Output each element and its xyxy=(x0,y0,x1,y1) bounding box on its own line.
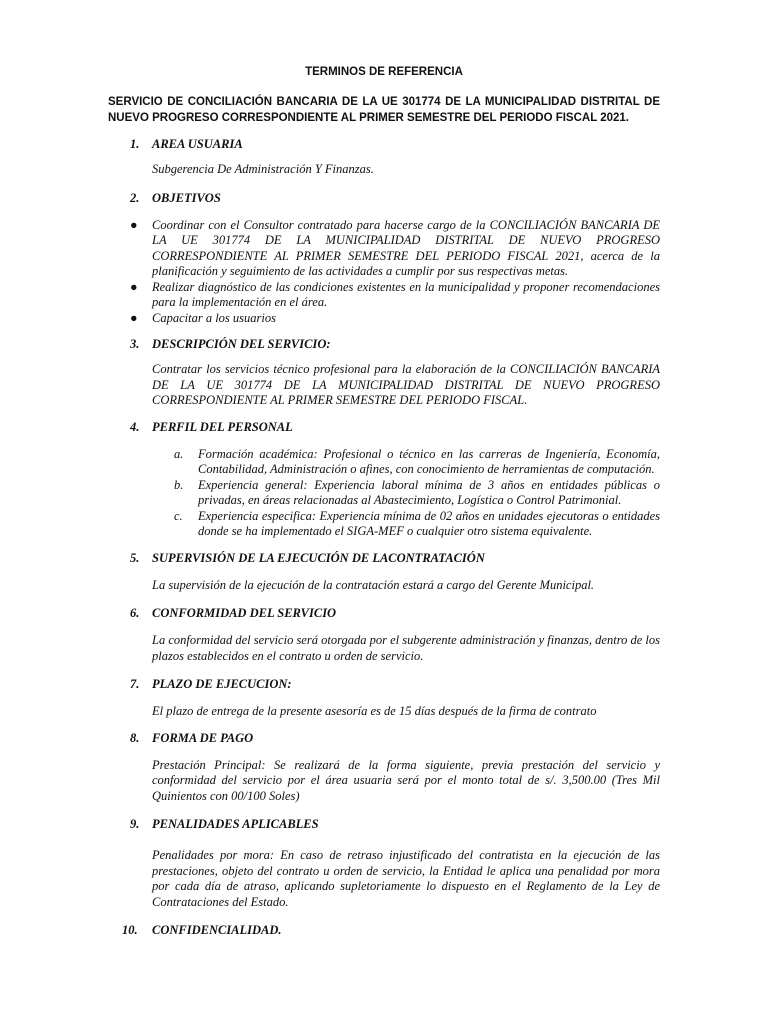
section-title: DESCRIPCIÓN DEL SERVICIO: xyxy=(152,337,331,351)
bullet-icon: ● xyxy=(130,279,138,294)
section-text: Subgerencia De Administración Y Finanzas. xyxy=(152,162,374,176)
section-forma-de-pago xyxy=(108,730,660,805)
section-heading xyxy=(130,136,660,152)
objectives-list xyxy=(108,218,660,327)
section-heading xyxy=(122,922,660,938)
profile-list xyxy=(108,447,660,540)
section-number: 10. xyxy=(122,923,138,937)
list-item xyxy=(108,280,660,311)
section-title: PENALIDADES APLICABLES xyxy=(152,817,319,831)
section-title: FORMA DE PAGO xyxy=(152,730,254,745)
list-item-text: Capacitar a los usuarios xyxy=(152,310,276,325)
section-title: SUPERVISIÓN DE LA EJECUCIÓN DE LACONTRATACIÓN xyxy=(152,550,485,565)
list-item xyxy=(108,447,660,478)
list-item-text: Experiencia general: Experiencia laboral mínima de 3 años en entidades públicas o privadas, en áreas relacionadas al Abastecimiento, Logística o Control Patrimonial. xyxy=(198,477,660,507)
section-heading xyxy=(130,550,660,566)
section-title: CONFORMIDAD DEL SERVICIO xyxy=(152,606,337,620)
section-heading xyxy=(130,816,660,832)
section-number: 5. xyxy=(130,550,140,565)
section-text: Penalidades por mora: En caso de retraso injustificado del contratista en la ejecución de las prestaciones, objeto del contrato u orden de servicio, la Entidad le aplica una penalidad por mora por cada día de atraso, aplicando supletoriamente lo dispuesto en el Reglamento de la Ley de Contrataciones del Estado. xyxy=(152,848,660,909)
section-text: La supervisión de la ejecución de la contratación estará a cargo del Gerente Municipal. xyxy=(152,577,595,592)
section-number: 1. xyxy=(130,137,140,151)
bullet-icon: ● xyxy=(130,217,138,232)
section-text: Contratar los servicios técnico profesional para la elaboración de la CONCILIACIÓN BANCARIA DE LA UE 301774 DE LA MUNICIPALIDAD DISTRITAL DE NUEVO PROGRESO CORRESPONDIENTE AL PRIMER SEMESTRE DEL PERIODO FISCAL. xyxy=(152,362,660,407)
section-text: Prestación Principal: Se realizará de la forma siguiente, previa prestación del servicio y conformidad del servicio por el área usuaria será por el monto total de s/. 3,500.00 (Tres Mil Quinientos con 00/100 Soles) xyxy=(152,757,660,803)
section-number: 3. xyxy=(130,337,140,351)
section-title: AREA USUARIA xyxy=(152,137,243,151)
section-heading xyxy=(130,336,660,352)
section-number: 4. xyxy=(130,419,140,434)
section-number: 8. xyxy=(130,730,140,745)
list-item xyxy=(108,509,660,540)
section-conformidad xyxy=(108,605,660,664)
section-penalidades xyxy=(108,816,660,910)
section-text: La conformidad del servicio será otorgada por el subgerente administración y finanzas, dentro de los plazos establecidos en el contrato u orden de servicio. xyxy=(152,633,660,663)
list-item xyxy=(108,311,660,327)
section-heading xyxy=(130,676,660,692)
bullet-icon: ● xyxy=(130,310,138,325)
section-number: 6. xyxy=(130,606,140,620)
section-perfil xyxy=(108,419,660,540)
section-title: PERFIL DEL PERSONAL xyxy=(152,419,293,434)
section-number: 2. xyxy=(130,190,140,205)
section-number: 9. xyxy=(130,817,140,831)
document-title: TERMINOS DE REFERENCIA xyxy=(305,66,463,78)
section-heading xyxy=(130,605,660,621)
list-item-text: Coordinar con el Consultor contratado para hacerse cargo de la CONCILIACIÓN BANCARIA DE LA UE 301774 DE LA MUNICIPALIDAD DISTRITAL DE NUEVO PROGRESO CORRESPONDIENTE AL PRIMER SEMESTRE DEL PERIODO FISCAL 2021, acerca de la planificación y seguimiento de las actividades a cumplir por sus respectivas metas. xyxy=(152,217,660,278)
section-objetivos xyxy=(108,190,660,327)
section-descripcion xyxy=(108,336,660,409)
list-item-marker: c. xyxy=(174,508,183,523)
section-heading xyxy=(130,730,660,746)
section-plazo xyxy=(108,676,660,720)
section-supervision xyxy=(108,550,660,594)
section-heading xyxy=(130,190,660,206)
list-item-text: Formación académica: Profesional o técnico en las carreras de Ingeniería, Economía, Contabilidad, Administración o afines, con conocimiento de herramientas de computación. xyxy=(198,446,660,476)
list-item xyxy=(108,218,660,280)
section-heading xyxy=(130,419,660,435)
section-text: El plazo de entrega de la presente asesoría es de 15 días después de la firma de contrato xyxy=(152,704,597,718)
list-item-text: Realizar diagnóstico de las condiciones existentes en la municipalidad y proponer recomendaciones para la implementación en el área. xyxy=(152,279,660,309)
section-confidencialidad xyxy=(108,922,660,938)
section-title: PLAZO DE EJECUCION: xyxy=(152,677,292,691)
section-number: 7. xyxy=(130,677,140,691)
list-item xyxy=(108,478,660,509)
list-item-marker: b. xyxy=(174,477,184,492)
section-area-usuaria xyxy=(108,136,660,178)
list-item-text: Experiencia especifica: Experiencia mínima de 02 años en unidades ejecutoras o entidades donde se ha implementado el SIGA-MEF o cualquier otro sistema equivalente. xyxy=(198,508,660,538)
list-item-marker: a. xyxy=(174,446,184,461)
section-title: CONFIDENCIALIDAD. xyxy=(152,923,282,937)
section-title: OBJETIVOS xyxy=(152,190,221,205)
document-subject: SERVICIO DE CONCILIACIÓN BANCARIA DE LA UE 301774 DE LA MUNICIPALIDAD DISTRITAL DE NUEVO PROGRESO CORRESPONDIENTE AL PRIMER SEMESTRE DEL PERIODO FISCAL 2021. xyxy=(108,96,660,124)
